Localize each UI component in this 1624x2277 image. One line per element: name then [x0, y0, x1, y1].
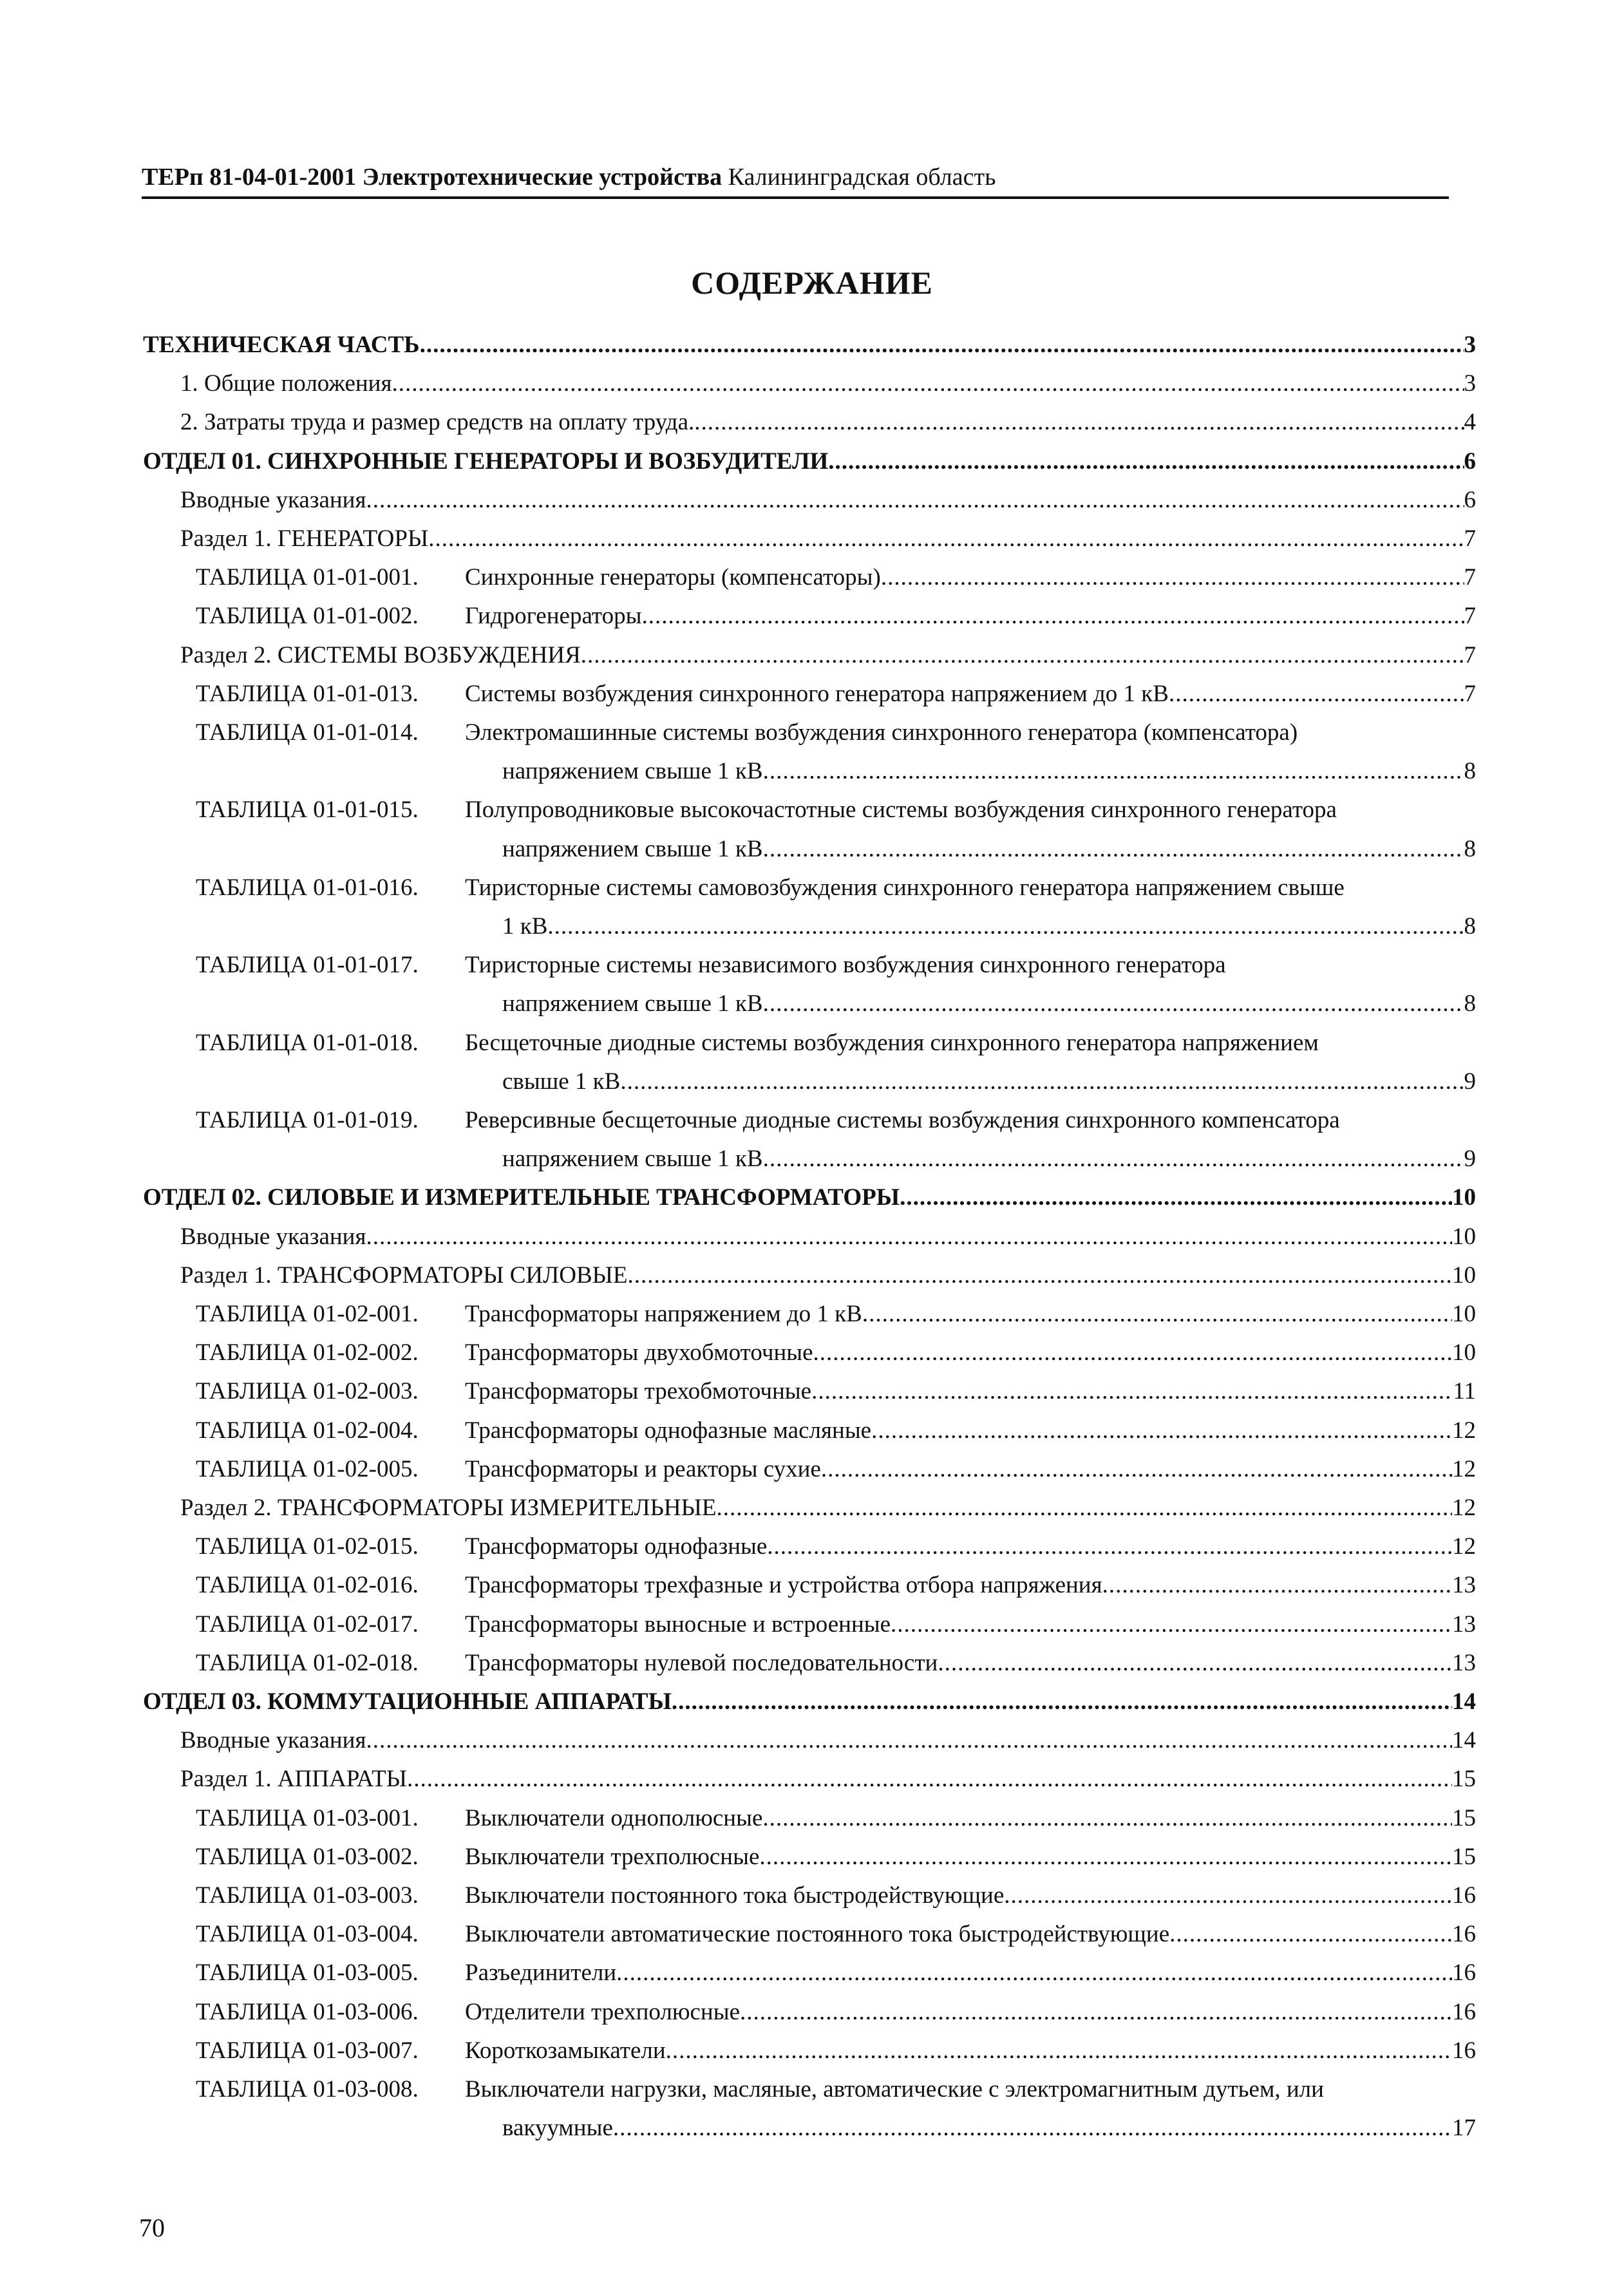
toc-entry-number: ТАБЛИЦА 01-03-007.	[196, 2037, 419, 2064]
toc-entry[interactable]	[196, 1415, 1476, 1446]
toc-entry-page: 12	[1452, 1456, 1476, 1482]
toc-entry-number: ТАБЛИЦА 01-02-002.	[196, 1339, 419, 1366]
toc-entry-title-cont: напряжением свыше 1 кВ	[502, 758, 763, 784]
dot-leader	[666, 2036, 1452, 2066]
toc-entry-title: Трансформаторы двухобмоточные	[465, 1339, 813, 1366]
toc-entry-title: Выключатели трехполюсные	[465, 1844, 760, 1870]
toc-entry-title-cont: вакуумные	[502, 2115, 613, 2141]
toc-entry-title-cont: свыше 1 кВ	[502, 1068, 621, 1095]
toc-entry-title: Раздел 2. СИСТЕМЫ ВОЗБУЖДЕНИЯ	[180, 642, 581, 668]
toc-entry-title: Синхронные генераторы (компенсаторы)	[465, 564, 881, 591]
toc-entry-title: Трансформаторы нулевой последовательности	[465, 1650, 938, 1676]
dot-leader	[759, 1842, 1452, 1873]
toc-entry-title: Трансформаторы напряжением до 1 кВ	[465, 1301, 862, 1327]
toc-entry-title: Реверсивные бесщеточные диодные системы возбуждения синхронного компенсатора	[465, 1107, 1340, 1133]
toc-entry[interactable]	[196, 1919, 1476, 1950]
toc-entry-page: 9	[1464, 1068, 1476, 1095]
toc-entry-number: ТАБЛИЦА 01-03-002.	[196, 1844, 419, 1870]
toc-entry-title: Выключатели однополюсные	[465, 1805, 763, 1831]
dot-leader	[763, 756, 1464, 787]
toc-entry-title: Полупроводниковые высокочастотные системы возбуждения синхронного генератора	[465, 797, 1337, 823]
toc-entry[interactable]	[143, 1686, 1476, 1717]
toc-entry-title: Раздел 2. ТРАНСФОРМАТОРЫ ИЗМЕРИТЕЛЬНЫЕ	[180, 1495, 717, 1521]
toc-entry-number: ТАБЛИЦА 01-01-018.	[196, 1030, 419, 1056]
toc-entry-number: ТАБЛИЦА 01-01-014.	[196, 719, 419, 746]
toc-entry-page: 17	[1452, 2115, 1476, 2141]
dot-leader	[828, 446, 1464, 477]
dot-leader	[628, 1260, 1452, 1291]
toc-entry[interactable]	[196, 1299, 1476, 1330]
toc-entry-number: ТАБЛИЦА 01-01-013.	[196, 681, 419, 707]
toc-entry[interactable]	[196, 1531, 1476, 1562]
toc-entry-title: Короткозамыкатели	[465, 2037, 666, 2064]
toc-entry-page: 7	[1464, 564, 1476, 591]
toc-entry[interactable]	[180, 1764, 1476, 1795]
toc-entry[interactable]	[196, 601, 1476, 632]
toc-entry[interactable]	[180, 368, 1476, 399]
toc-entry-title-cont: напряжением свыше 1 кВ	[502, 990, 763, 1017]
toc-entry-title: Раздел 1. ГЕНЕРАТОРЫ	[180, 525, 429, 552]
toc-entry-title-cont: напряжением свыше 1 кВ	[502, 836, 763, 862]
toc-entry-page: 10	[1452, 1262, 1476, 1289]
dot-leader	[900, 1182, 1452, 1213]
toc-entry[interactable]	[143, 330, 1476, 361]
toc-entry-page: 8	[1464, 836, 1476, 862]
toc-entry-title-cont: 1 кВ	[502, 913, 548, 940]
toc-entry-number: ТАБЛИЦА 01-02-003.	[196, 1378, 419, 1404]
toc-entry-title: Системы возбуждения синхронного генератора напряжением до 1 кВ	[465, 681, 1169, 707]
header-region: Калининградская область	[728, 164, 996, 191]
toc-entry[interactable]	[180, 1725, 1476, 1756]
toc-entry-title: ОТДЕЛ 02. СИЛОВЫЕ И ИЗМЕРИТЕЛЬНЫЕ ТРАНСФОРМАТОРЫ	[143, 1184, 900, 1211]
dot-leader	[672, 1686, 1452, 1717]
toc-entry[interactable]	[180, 485, 1476, 516]
toc-entry-title: Трансформаторы и реакторы сухие	[465, 1456, 821, 1482]
toc-entry	[196, 795, 1476, 826]
toc-entry-title: Выключатели постоянного тока быстродействующие	[465, 1882, 1005, 1909]
toc-entry-title: Раздел 1. АППАРАТЫ	[180, 1766, 407, 1792]
toc-entry-number: ТАБЛИЦА 01-01-015.	[196, 797, 419, 823]
dot-leader	[392, 368, 1464, 399]
dot-leader	[1004, 1880, 1452, 1911]
toc-entry[interactable]	[196, 1609, 1476, 1640]
dot-leader	[547, 911, 1464, 942]
toc-entry[interactable]	[180, 640, 1476, 671]
dot-leader	[620, 1066, 1464, 1097]
toc-entry-title: Бесщеточные диодные системы возбуждения синхронного генератора напряжением	[465, 1030, 1319, 1056]
toc-entry-number: ТАБЛИЦА 01-02-017.	[196, 1611, 419, 1638]
toc-entry-title: 1. Общие положения	[180, 370, 392, 397]
toc-entry-number: ТАБЛИЦА 01-01-019.	[196, 1107, 419, 1133]
dot-leader	[763, 1144, 1464, 1175]
toc-entry[interactable]	[180, 1222, 1476, 1252]
dot-leader	[813, 1337, 1452, 1368]
toc-entry-page: 10	[1452, 1339, 1476, 1366]
toc-entry-number: ТАБЛИЦА 01-02-018.	[196, 1650, 419, 1676]
toc-entry[interactable]	[143, 1182, 1476, 1213]
toc-entry-page: 12	[1452, 1417, 1476, 1444]
dot-leader	[407, 1764, 1452, 1795]
toc-entry-number: ТАБЛИЦА 01-02-015.	[196, 1533, 419, 1560]
toc-entry-page: 16	[1452, 1921, 1476, 1947]
header-rule	[142, 196, 1449, 199]
toc-entry-page: 6	[1464, 448, 1476, 475]
toc-entry[interactable]	[196, 1376, 1476, 1407]
toc-entry[interactable]	[196, 2036, 1476, 2066]
toc-entry[interactable]	[196, 1454, 1476, 1485]
toc-entry-page: 13	[1452, 1572, 1476, 1598]
toc-entry-number: ТАБЛИЦА 01-03-004.	[196, 1921, 419, 1947]
dot-leader	[420, 330, 1464, 361]
dot-leader	[763, 834, 1464, 865]
toc-entry	[196, 950, 1476, 981]
toc-entry-page: 7	[1464, 525, 1476, 552]
toc-entry[interactable]	[196, 1570, 1476, 1601]
toc-entry[interactable]	[180, 524, 1476, 554]
toc-entry-page: 3	[1464, 332, 1476, 358]
toc-entry-title-cont: напряжением свыше 1 кВ	[502, 1146, 763, 1172]
toc-entry-page: 4	[1464, 409, 1476, 435]
toc-entry-continuation	[502, 911, 1476, 942]
toc-entry-page: 8	[1464, 758, 1476, 784]
toc-entry-title: Трансформаторы выносные и встроенные	[465, 1611, 891, 1638]
toc-entry-continuation	[502, 988, 1476, 1019]
toc-entry-page: 16	[1452, 1882, 1476, 1909]
toc-entry-title: Трансформаторы однофазные	[465, 1533, 768, 1560]
dot-leader	[862, 1299, 1452, 1330]
toc-entry	[196, 1028, 1476, 1059]
toc-entry-page: 10	[1452, 1184, 1476, 1211]
toc-entry	[196, 717, 1476, 748]
toc-entry-continuation	[502, 756, 1476, 787]
toc-entry-title: Вводные указания	[180, 487, 366, 513]
toc-entry-page: 13	[1452, 1650, 1476, 1676]
dot-leader	[767, 1531, 1452, 1562]
toc-entry-title: Тиристорные системы самовозбуждения синхронного генератора напряжением свыше	[465, 874, 1345, 901]
toc-entry-page: 15	[1452, 1844, 1476, 1870]
toc-entry-page: 13	[1452, 1611, 1476, 1638]
toc-entry-number: ТАБЛИЦА 01-01-017.	[196, 952, 419, 978]
dot-leader	[366, 1725, 1452, 1756]
dot-leader	[613, 2113, 1452, 2144]
toc-entry-page: 14	[1452, 1688, 1476, 1715]
toc-entry-continuation	[502, 2113, 1476, 2144]
page-number: 70	[139, 2213, 165, 2242]
dot-leader	[694, 407, 1464, 438]
toc-entry-title: Разъединители	[465, 1960, 617, 1986]
toc-entry-number: ТАБЛИЦА 01-02-016.	[196, 1572, 419, 1598]
toc-entry-number: ТАБЛИЦА 01-01-001.	[196, 564, 419, 591]
toc-entry-number: ТАБЛИЦА 01-03-006.	[196, 1999, 419, 2025]
page-title: СОДЕРЖАНИЕ	[691, 265, 933, 301]
toc-entry-title: Гидрогенераторы	[465, 603, 642, 629]
toc-entry[interactable]	[180, 1493, 1476, 1524]
toc-entry-number: ТАБЛИЦА 01-02-004.	[196, 1417, 419, 1444]
toc-entry-page: 16	[1452, 1960, 1476, 1986]
toc-entry-page: 10	[1452, 1224, 1476, 1250]
toc-entry[interactable]	[196, 1958, 1476, 1989]
dot-leader	[428, 524, 1464, 554]
toc-entry[interactable]	[180, 1260, 1476, 1291]
toc-entry-page: 9	[1464, 1146, 1476, 1172]
dot-leader	[881, 562, 1464, 593]
dot-leader	[763, 988, 1464, 1019]
toc-entry-title: ТЕХНИЧЕСКАЯ ЧАСТЬ	[143, 332, 420, 358]
header-code: ТЕРп 81-04-01-2001	[142, 164, 357, 191]
toc-entry-title: ОТДЕЛ 01. СИНХРОННЫЕ ГЕНЕРАТОРЫ И ВОЗБУДИТЕЛИ	[143, 448, 829, 475]
header-subject: Электротехнические устройства	[362, 164, 722, 191]
toc-entry-page: 12	[1452, 1495, 1476, 1521]
toc-entry[interactable]	[196, 1880, 1476, 1911]
toc-entry-page: 15	[1452, 1805, 1476, 1831]
toc-entry-number: ТАБЛИЦА 01-03-008.	[196, 2076, 419, 2102]
toc-entry-title: Вводные указания	[180, 1224, 366, 1250]
toc-entry-page: 7	[1464, 642, 1476, 668]
toc-entry-page: 7	[1464, 603, 1476, 629]
dot-leader	[716, 1493, 1452, 1524]
toc-entry-title: Тиристорные системы независимого возбуждения синхронного генератора	[465, 952, 1226, 978]
toc-entry-continuation	[502, 834, 1476, 865]
toc-entry[interactable]	[196, 1803, 1476, 1834]
toc-entry-page: 16	[1452, 1999, 1476, 2025]
running-header	[142, 161, 1449, 193]
toc-entry	[196, 873, 1476, 903]
toc-entry-page: 11	[1453, 1378, 1476, 1404]
toc-entry-page: 3	[1464, 370, 1476, 397]
toc-entry-page: 12	[1452, 1533, 1476, 1560]
toc-entry-title: 2. Затраты труда и размер средств на оплату труда.	[180, 409, 695, 435]
toc-entry-title: Выключатели автоматические постоянного тока быстродействующие	[465, 1921, 1170, 1947]
toc-entry-title: Вводные указания	[180, 1727, 366, 1753]
toc-entry-page: 15	[1452, 1766, 1476, 1792]
dot-leader	[762, 1803, 1452, 1834]
toc-entry	[196, 2074, 1476, 2105]
dot-leader	[366, 1222, 1452, 1252]
toc-entry-page: 8	[1464, 913, 1476, 940]
toc-entry[interactable]	[196, 1337, 1476, 1368]
toc-entry[interactable]	[196, 1648, 1476, 1679]
toc-entry-page: 6	[1464, 487, 1476, 513]
toc-entry-title: Выключатели нагрузки, масляные, автоматические с электромагнитным дутьем, или	[465, 2076, 1324, 2102]
toc-entry-number: ТАБЛИЦА 01-02-005.	[196, 1456, 419, 1482]
dot-leader	[366, 485, 1464, 516]
toc-entry-continuation	[502, 1066, 1476, 1097]
dot-leader	[821, 1454, 1452, 1485]
toc-entry-page: 16	[1452, 2037, 1476, 2064]
dot-leader	[641, 601, 1464, 632]
toc-entry-page: 14	[1452, 1727, 1476, 1753]
toc-entry-number: ТАБЛИЦА 01-01-002.	[196, 603, 419, 629]
toc-entry-number: ТАБЛИЦА 01-02-001.	[196, 1301, 419, 1327]
dot-leader	[891, 1609, 1452, 1640]
toc-entry-title: Трансформаторы однофазные масляные	[465, 1417, 872, 1444]
dot-leader	[1169, 679, 1464, 710]
dot-leader	[581, 640, 1464, 671]
toc-entry-number: ТАБЛИЦА 01-03-005.	[196, 1960, 419, 1986]
toc-entry[interactable]	[143, 446, 1476, 477]
toc-entry-page: 10	[1452, 1301, 1476, 1327]
dot-leader	[871, 1415, 1452, 1446]
toc-entry-title: ОТДЕЛ 03. КОММУТАЦИОННЫЕ АППАРАТЫ	[143, 1688, 672, 1715]
toc-entry-title: Трансформаторы трехфазные и устройства отбора напряжения	[465, 1572, 1102, 1598]
toc-entry[interactable]	[196, 1997, 1476, 2028]
toc-entry[interactable]	[196, 679, 1476, 710]
dot-leader	[811, 1376, 1453, 1407]
toc-entry-title: Электромашинные системы возбуждения синхронного генератора (компенсатора)	[465, 719, 1298, 746]
toc-entry[interactable]	[196, 562, 1476, 593]
dot-leader	[1169, 1919, 1452, 1950]
toc-entry-continuation	[502, 1144, 1476, 1175]
toc-entry-title: Раздел 1. ТРАНСФОРМАТОРЫ СИЛОВЫЕ	[180, 1262, 628, 1289]
toc-entry-title: Отделители трехполюсные	[465, 1999, 740, 2025]
toc-entry-number: ТАБЛИЦА 01-01-016.	[196, 874, 419, 901]
toc-entry-number: ТАБЛИЦА 01-03-003.	[196, 1882, 419, 1909]
dot-leader	[616, 1958, 1452, 1989]
dot-leader	[1102, 1570, 1452, 1601]
toc-entry[interactable]	[196, 1842, 1476, 1873]
toc-entry-page: 7	[1464, 681, 1476, 707]
toc-entry	[196, 1105, 1476, 1136]
toc-entry-title: Трансформаторы трехобмоточные	[465, 1378, 812, 1404]
dot-leader	[938, 1648, 1452, 1679]
toc-entry[interactable]	[180, 407, 1476, 438]
dot-leader	[740, 1997, 1452, 2028]
toc-entry-number: ТАБЛИЦА 01-03-001.	[196, 1805, 419, 1831]
toc-entry-page: 8	[1464, 990, 1476, 1017]
